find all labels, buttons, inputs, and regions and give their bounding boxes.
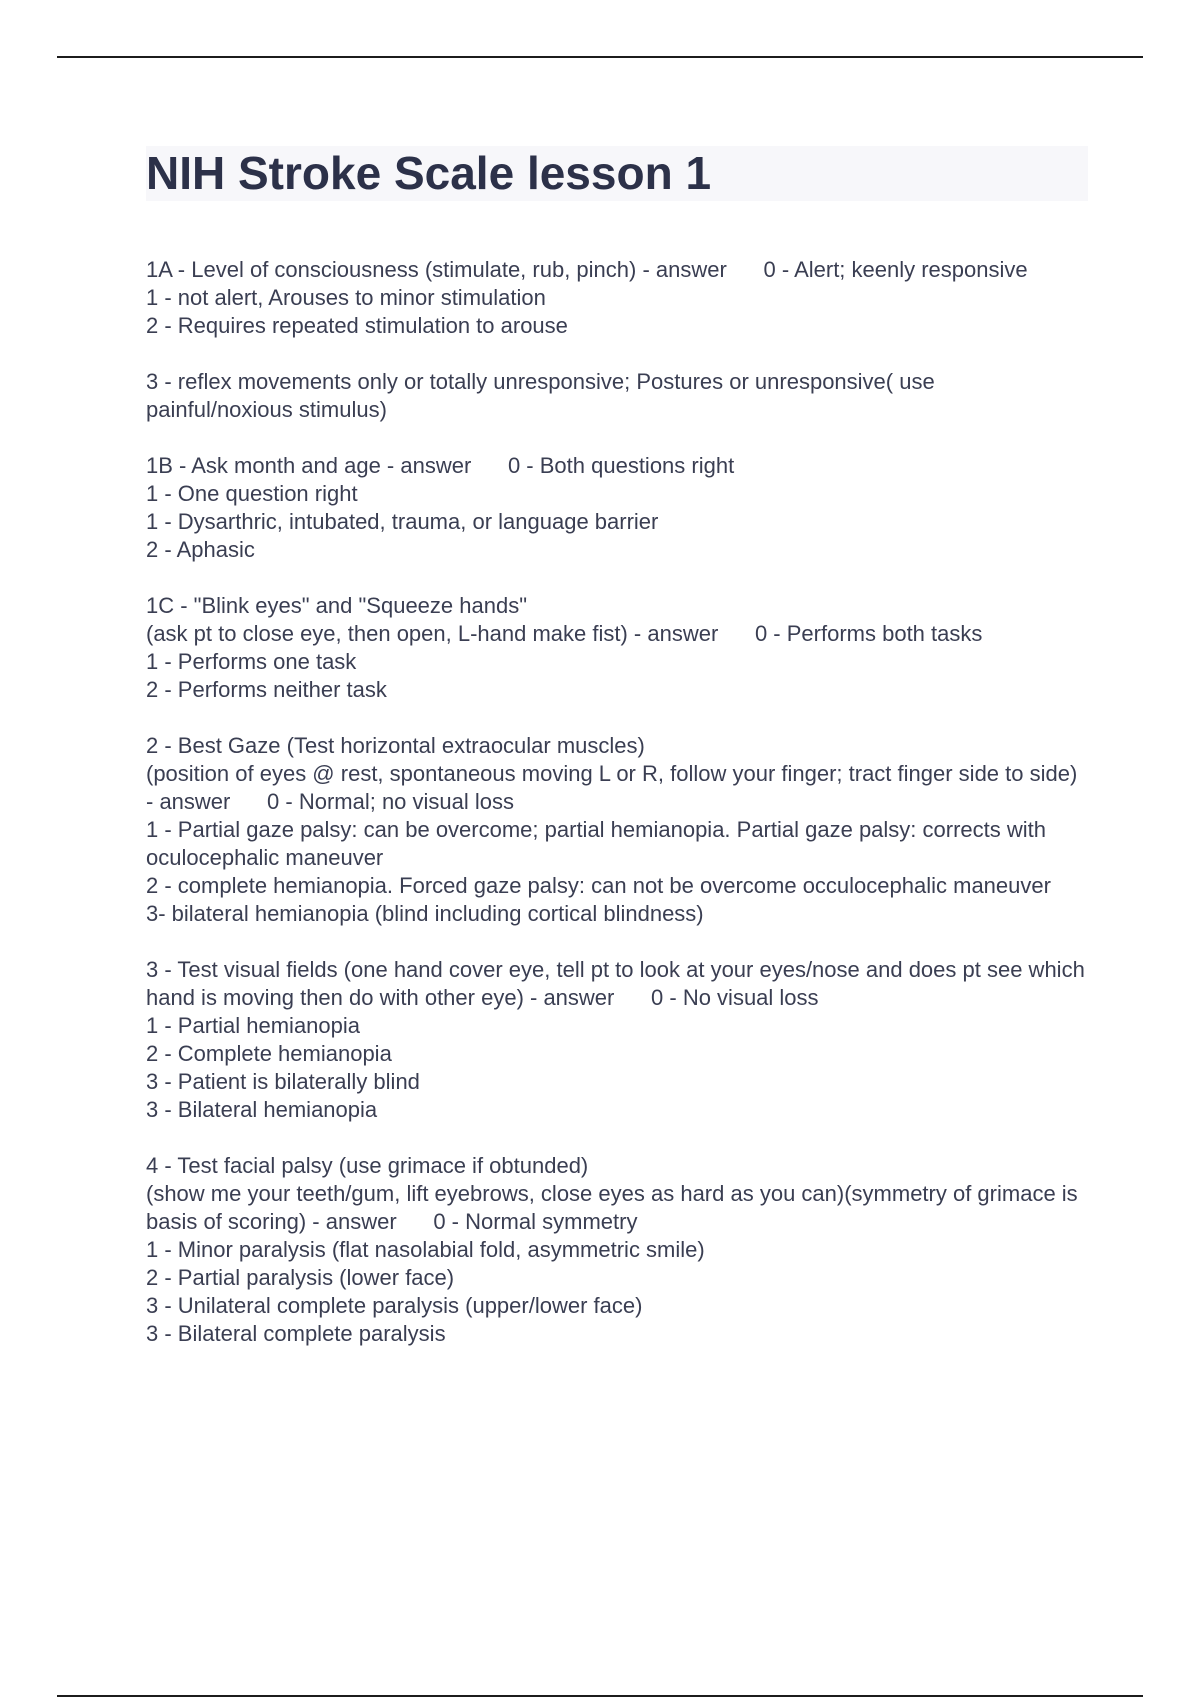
text-line: 1 - One question right <box>146 481 358 506</box>
text-line: 3 - reflex movements only or totally unresponsive; Postures or unresponsive( use painful/noxious stimulus) <box>146 369 941 422</box>
text-line: 2 - Requires repeated stimulation to arouse <box>146 313 568 338</box>
text-line: 1C - "Blink eyes" and "Squeeze hands" <box>146 593 528 618</box>
top-rule <box>57 56 1143 58</box>
text-line: 4 - Test facial palsy (use grimace if obtunded) <box>146 1153 589 1178</box>
text-line: 2 - Aphasic <box>146 537 255 562</box>
text-line: (ask pt to close eye, then open, L-hand make fist) - answer 0 - Performs both tasks <box>146 621 983 646</box>
section-2-best-gaze <box>146 732 1086 928</box>
text-line: 2 - Best Gaze (Test horizontal extraocular muscles) <box>146 733 645 758</box>
bottom-rule <box>57 1695 1143 1697</box>
text-line: 1B - Ask month and age - answer 0 - Both questions right <box>146 453 735 478</box>
text-line: 3 - Bilateral complete paralysis <box>146 1321 446 1346</box>
text-line: 1 - not alert, Arouses to minor stimulation <box>146 285 546 310</box>
text-line: 1 - Minor paralysis (flat nasolabial fold, asymmetric smile) <box>146 1237 705 1262</box>
text-line: 1 - Performs one task <box>146 649 357 674</box>
text-line: 3 - Unilateral complete paralysis (upper/lower face) <box>146 1293 643 1318</box>
section-1a-consciousness <box>146 256 1086 340</box>
document-body <box>146 256 1091 1376</box>
section-1c-commands <box>146 592 1086 704</box>
text-line: 3 - Bilateral hemianopia <box>146 1097 378 1122</box>
page-title: NIH Stroke Scale lesson 1 <box>146 147 712 199</box>
text-line: 2 - Complete hemianopia <box>146 1041 392 1066</box>
text-line: 1 - Partial hemianopia <box>146 1013 361 1038</box>
text-line: (show me your teeth/gum, lift eyebrows, close eyes as hard as you can)(symmetry of grimace is basis of scoring) - answer 0 - Normal symmetry <box>146 1181 1084 1234</box>
text-line: 1 - Partial gaze palsy: can be overcome; partial hemianopia. Partial gaze palsy: corrects with oculocephalic maneuver <box>146 817 1053 870</box>
section-4-facial-palsy <box>146 1152 1086 1348</box>
text-line: 2 - complete hemianopia. Forced gaze palsy: can not be overcome occulocephalic maneuver <box>146 873 1051 898</box>
text-line: 2 - Performs neither task <box>146 677 387 702</box>
section-1b-questions <box>146 452 1086 564</box>
text-line: 1A - Level of consciousness (stimulate, rub, pinch) - answer 0 - Alert; keenly responsive <box>146 257 1028 282</box>
text-line: 3 - Patient is bilaterally blind <box>146 1069 420 1094</box>
text-line: 1 - Dysarthric, intubated, trauma, or language barrier <box>146 509 659 534</box>
text-line: 3 - Test visual fields (one hand cover eye, tell pt to look at your eyes/nose and does pt see which hand is moving then do with other eye) - answer 0 - No visual loss <box>146 957 1091 1010</box>
section-reflex-movements <box>146 368 1086 424</box>
text-line: 2 - Partial paralysis (lower face) <box>146 1265 455 1290</box>
text-line: (position of eyes @ rest, spontaneous moving L or R, follow your finger; tract finger side to side) - answer 0 - Normal; no visual loss <box>146 761 1084 814</box>
section-3-visual-fields <box>146 956 1091 1124</box>
text-line: 3- bilateral hemianopia (blind including cortical blindness) <box>146 901 704 926</box>
